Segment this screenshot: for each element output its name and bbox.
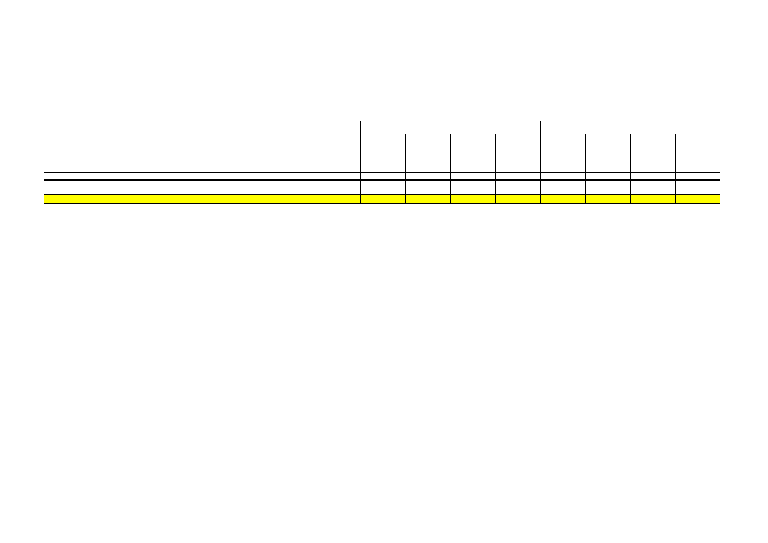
rates-table [44,121,720,204]
column-header-3 [450,134,495,172]
row-label [44,195,360,204]
column-header-6 [585,134,630,172]
column-header-4 [495,134,540,172]
spacer-row [44,172,720,179]
row-value [360,195,405,204]
region-national [360,121,540,134]
column-header-8 [675,134,720,172]
row-value [675,195,720,204]
row-value [495,195,540,204]
spacer-row [44,188,720,195]
hourly-base-rate-row [44,195,720,204]
row-value [540,195,585,204]
electrical-grade-label [44,134,360,172]
column-header-row [44,134,720,172]
region-london [540,121,720,134]
row-value [630,195,675,204]
region-header-row [44,121,720,134]
row-value [450,195,495,204]
row-value [585,195,630,204]
column-header-7 [630,134,675,172]
row-value [405,195,450,204]
column-header-1 [360,134,405,172]
column-header-5 [540,134,585,172]
column-header-2 [405,134,450,172]
spacer-row [44,181,720,188]
